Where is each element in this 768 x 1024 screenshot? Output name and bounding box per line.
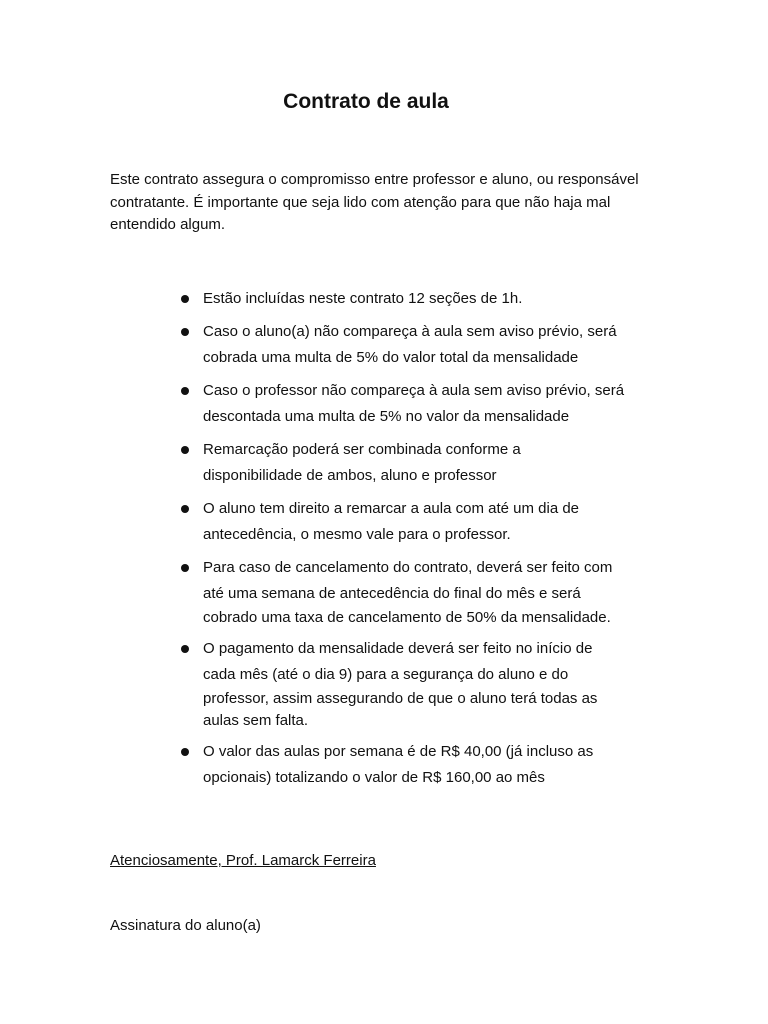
- clause-text: [203, 319, 663, 371]
- clause-text: [203, 378, 663, 430]
- clause-item: [0, 636, 663, 732]
- intro-paragraph: Este contrato assegura o compromisso entre professor e aluno, ou responsável contratante. É importante que seja lido com atenção para que não haja mal entendido algum.: [110, 171, 639, 233]
- clause-text: [203, 437, 663, 489]
- document-title: Contrato de aula: [283, 90, 449, 113]
- clause-text: [203, 496, 663, 548]
- clause-text: [203, 636, 663, 732]
- clause-text: [203, 555, 663, 629]
- bullet-icon: [181, 387, 189, 395]
- clause-line: antecedência, o mesmo vale para o professor.: [203, 526, 511, 543]
- student-signature-label: Assinatura do aluno(a): [110, 917, 261, 934]
- clause-item: [0, 739, 663, 791]
- bullet-icon: [181, 748, 189, 756]
- clause-line: até uma semana de antecedência do final do mês e será: [203, 585, 581, 602]
- clause-line: cobrada uma multa de 5% do valor total da mensalidade: [203, 349, 579, 366]
- clause-line: Para caso de cancelamento do contrato, deverá ser feito com: [203, 559, 613, 576]
- clause-line: professor, assim assegurando de que o aluno terá todas as: [203, 690, 598, 707]
- clause-item: [0, 286, 663, 312]
- clause-line: O valor das aulas por semana é de R$ 40,00 (já incluso as: [203, 743, 594, 760]
- clause-item: [0, 378, 663, 430]
- clause-item: [0, 437, 663, 489]
- clause-line: Estão incluídas neste contrato 12 seções de 1h.: [203, 290, 523, 307]
- clause-line: Caso o aluno(a) não compareça à aula sem aviso prévio, será: [203, 323, 617, 340]
- closing-signoff: Atenciosamente, Prof. Lamarck Ferreira: [110, 852, 376, 869]
- clause-line: O pagamento da mensalidade deverá ser feito no início de: [203, 640, 593, 657]
- clause-line: cada mês (até o dia 9) para a segurança do aluno e do: [203, 666, 569, 683]
- clause-line: opcionais) totalizando o valor de R$ 160,00 ao mês: [203, 769, 545, 786]
- bullet-icon: [181, 645, 189, 653]
- bullet-icon: [181, 328, 189, 336]
- bullet-icon: [181, 564, 189, 572]
- clause-line: disponibilidade de ambos, aluno e professor: [203, 467, 497, 484]
- bullet-icon: [181, 295, 189, 303]
- clause-line: descontada uma multa de 5% no valor da mensalidade: [203, 408, 570, 425]
- clause-item: [0, 319, 663, 371]
- clause-item: [0, 496, 663, 548]
- clause-line: O aluno tem direito a remarcar a aula com até um dia de: [203, 500, 580, 517]
- bullet-icon: [181, 505, 189, 513]
- clause-line: Caso o professor não compareça à aula sem aviso prévio, será: [203, 382, 625, 399]
- clause-line: cobrado uma taxa de cancelamento de 50% da mensalidade.: [203, 609, 611, 626]
- clause-text: [203, 286, 663, 312]
- clause-line: aulas sem falta.: [203, 712, 309, 729]
- bullet-icon: [181, 446, 189, 454]
- clause-item: [0, 555, 663, 629]
- clause-list: [0, 286, 768, 798]
- clause-line: Remarcação poderá ser combinada conforme a: [203, 441, 521, 458]
- clause-text: [203, 739, 663, 791]
